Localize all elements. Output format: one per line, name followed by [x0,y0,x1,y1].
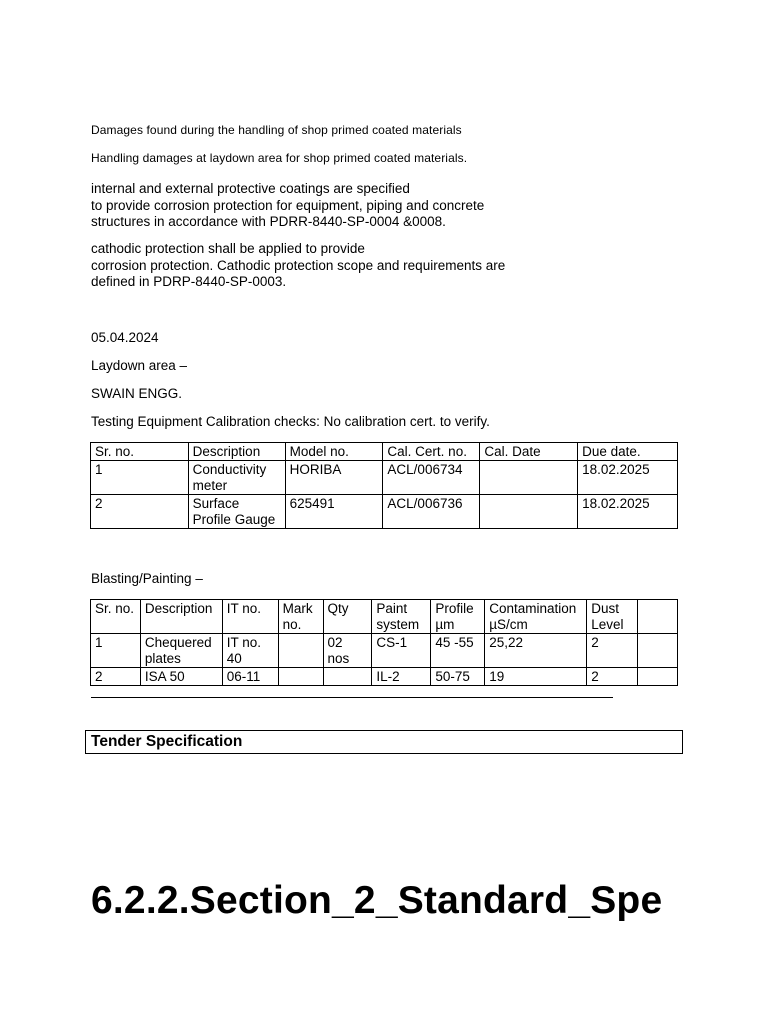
header-cell: Paint system [372,600,431,634]
cathodic-line-3: defined in PDRP-8440-SP-0003. [91,274,287,289]
coatings-line-2: to provide corrosion protection for equipment, piping and concrete [91,197,485,213]
table-cell: Conductivity meter [188,461,285,495]
table-cell: 18.02.2025 [578,495,678,529]
cathodic-line-2: corrosion protection. Cathodic protection scope and requirements are [91,257,506,273]
table-cell: IL-2 [372,668,431,686]
cathodic-line-1: cathodic protection shall be applied to provide [91,241,365,256]
coatings-line-1: internal and external protective coatings are specified [91,181,410,196]
table-cell [323,668,372,686]
header-cell: IT no. [222,600,278,634]
tender-heading: Tender Specification [91,733,243,750]
table-row [91,668,678,686]
table-cell: 2 [587,668,638,686]
table-cell: 06-11 [222,668,278,686]
table-cell: 1 [91,634,141,668]
contractor-name: SWAIN ENGG. [91,386,183,401]
horizontal-rule [91,697,613,698]
table-cell: 50-75 [431,668,485,686]
table-cell: 02 nos [323,634,372,668]
table-cell: 625491 [285,495,383,529]
header-cell: Sr. no. [91,443,189,461]
report-date: 05.04.2024 [91,330,159,345]
table-cell: 25,22 [485,634,587,668]
table-cell: CS-1 [372,634,431,668]
header-cell: Due date. [578,443,678,461]
header-cell: Profile µm [431,600,485,634]
table-cell: ISA 50 [140,668,222,686]
section-title: 6.2.2.Section_2_Standard_Spe [91,879,663,922]
table-cell: 45 -55 [431,634,485,668]
table-cell: 18.02.2025 [578,461,678,495]
table-header-row [91,600,678,634]
table-cell [638,634,678,668]
table-cell [480,495,578,529]
coatings-line-3: structures in accordance with PDRR-8440-SP-0004 &0008. [91,214,446,229]
blasting-table [90,599,678,686]
header-cell: Dust Level [587,600,638,634]
table-cell: Surface Profile Gauge [188,495,285,529]
table-cell: IT no. 40 [222,634,278,668]
table-row [91,461,678,495]
table-header-row [91,443,678,461]
note-line-2: Handling damages at laydown area for shop primed coated materials. [91,151,468,165]
note-line-1: Damages found during the handling of shop primed coated materials [91,123,462,137]
header-cell: Cal. Cert. no. [383,443,480,461]
location-label: Laydown area – [91,358,188,373]
header-cell: Contamination µS/cm [485,600,587,634]
table-cell: ACL/006734 [383,461,480,495]
header-cell: Description [188,443,285,461]
table-cell: 2 [91,495,189,529]
table-cell: 2 [91,668,141,686]
table-cell [278,668,323,686]
blasting-label: Blasting/Painting – [91,571,203,586]
header-cell: Mark no. [278,600,323,634]
table-cell: Chequered plates [140,634,222,668]
header-cell: Description [140,600,222,634]
calibration-note: Testing Equipment Calibration checks: No calibration cert. to verify. [91,414,490,429]
cathodic-paragraph [91,241,505,291]
table-cell: 2 [587,634,638,668]
calibration-table [90,442,678,529]
table-cell [638,668,678,686]
table-row [91,634,678,668]
header-cell [638,600,678,634]
header-cell: Qty [323,600,372,634]
table-cell: 19 [485,668,587,686]
table-cell [480,461,578,495]
table-cell: ACL/006736 [383,495,480,529]
tender-heading-box [85,730,683,754]
header-cell: Cal. Date [480,443,578,461]
header-cell: Sr. no. [91,600,141,634]
coatings-paragraph [91,181,484,231]
table-row [91,495,678,529]
header-cell: Model no. [285,443,383,461]
table-cell [278,634,323,668]
table-cell: 1 [91,461,189,495]
table-cell: HORIBA [285,461,383,495]
